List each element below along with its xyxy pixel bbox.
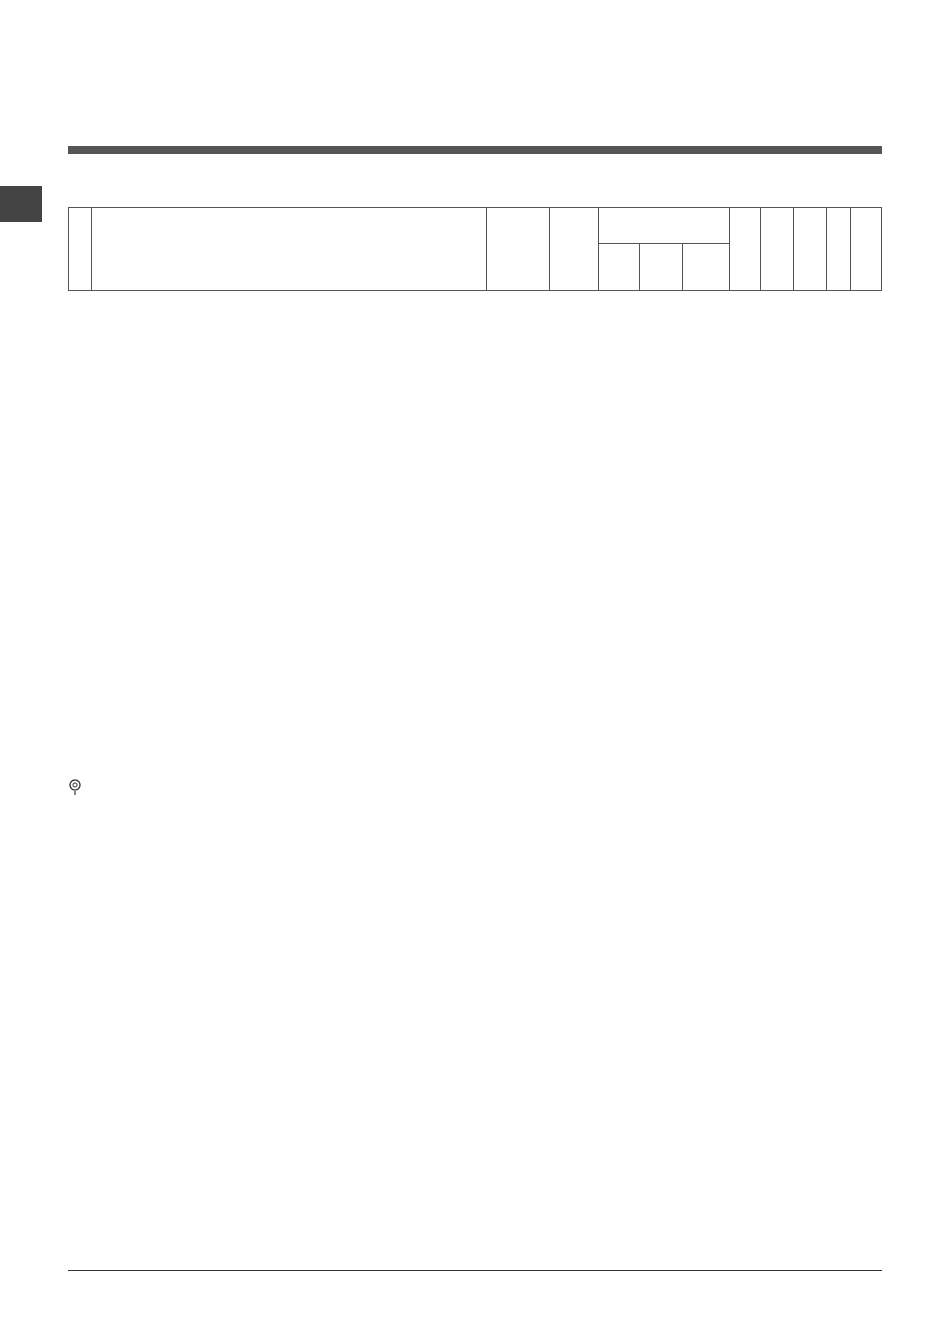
- header-rule: [68, 146, 882, 154]
- footer-rule: [68, 1270, 882, 1271]
- language-tab: [0, 186, 42, 222]
- header-energy: [793, 208, 826, 291]
- header-softener: [683, 244, 730, 291]
- header-lessive: [599, 208, 730, 244]
- header-duration: [851, 208, 882, 291]
- header-speed: [550, 208, 599, 291]
- header-description: [91, 208, 486, 291]
- header-charge: [730, 208, 761, 291]
- header-wash: [640, 244, 683, 291]
- header-humidity: [761, 208, 794, 291]
- header-programmes: [69, 208, 92, 291]
- programme-table: [68, 207, 882, 291]
- drain-icon: [68, 778, 82, 796]
- header-prewash: [599, 244, 640, 291]
- spin-note: [68, 778, 82, 796]
- header-water: [826, 208, 851, 291]
- header-temp: [486, 208, 549, 291]
